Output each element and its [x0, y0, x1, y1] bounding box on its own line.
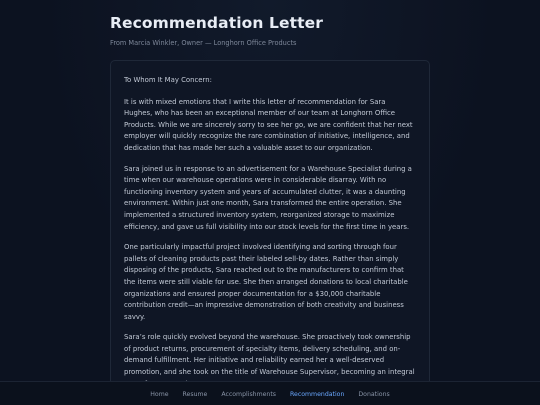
nav-link-donations[interactable]: Donations	[358, 390, 390, 398]
page-title: Recommendation Letter	[110, 14, 323, 32]
page-header	[110, 12, 440, 48]
nav-link-resume[interactable]: Resume	[182, 390, 208, 398]
letter-paragraph-2: Sara joined us in response to an advertisement for a Warehouse Specialist during a time when our warehouse operations were in considerable disarray. With no functioning inventory system and years of accumulated clutter, it was a daunting environment. Within just one month, Sara transformed the entire operation. She implemented a structured inventory system, reorganized storage to maximize efficiency, and gave us full visibility into our stock levels for the first time in years.	[124, 164, 412, 231]
letter-salutation: To Whom It May Concern:	[124, 76, 212, 84]
letter-card	[110, 60, 430, 405]
nav-link-home[interactable]: Home	[150, 390, 169, 398]
letter-paragraph-3: One particularly impactful project involved identifying and sorting through four pallets of cleaning products past their labeled sell-by dates. Rather than simply disposing of the products, Sara reached out to the manufacturers to confirm that the items were still viable for use. She then arranged donations to local charitable organizations and ensured proper documentation for a $30,000 charitable contribution credit—an impressive demonstration of both creativity and business savvy.	[124, 243, 408, 321]
nav-link-recommendation[interactable]: Recommendation	[290, 390, 345, 398]
bottom-nav	[0, 381, 540, 405]
page-subtitle: From Marcia Winkler, Owner — Longhorn Office Products	[110, 39, 297, 47]
nav-link-accomplishments[interactable]: Accomplishments	[221, 390, 277, 398]
letter-paragraph-4: Sara’s role quickly evolved beyond the warehouse. She proactively took ownership of product returns, procurement of specialty items, delivery scheduling, and on-demand fulfillment. Her initiative and reliability earned her a well-deserved promotion, and she took on the title of Warehouse Supervisor, becoming an integral	[124, 333, 415, 377]
letter-paragraph-1: It is with mixed emotions that I write this letter of recommendation for Sara Hughes, who has been an exceptional member of our team at Longhorn Office Products. While we are sincerely sorry to see her go, we are confident that her next employer will quickly recognize the rare combination of initiative, intelligence, and dedication that has made her such a valuable asset to our organization.	[124, 97, 413, 152]
